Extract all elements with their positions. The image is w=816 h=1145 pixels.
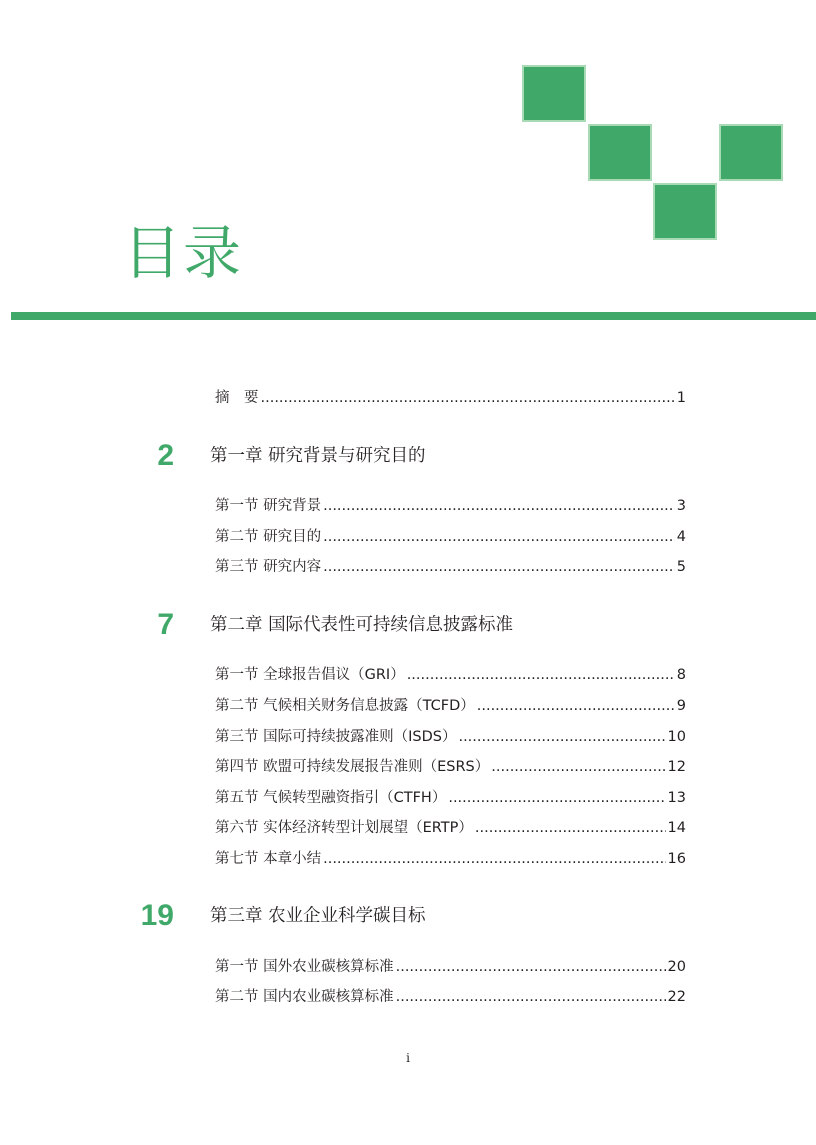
toc-entry-summary[interactable] (215, 388, 686, 408)
toc-entry-label: 第一节 全球报告倡议（GRI） (215, 667, 405, 683)
toc-entry-label: 第二节 国内农业碳核算标准 (215, 989, 394, 1005)
dot-leader (323, 557, 675, 577)
chapter-title: 第三章 农业企业科学碳目标 (210, 906, 426, 926)
toc-entry-label: 第五节 气候转型融资指引（CTFH） (215, 790, 447, 806)
title-divider (11, 312, 816, 320)
chapter-page-number: 2 (157, 439, 174, 472)
chapter-title: 第二章 国际代表性可持续信息披露标准 (210, 615, 514, 635)
toc-entry[interactable] (215, 527, 686, 547)
toc-entry[interactable] (215, 696, 686, 716)
toc-entry-page: 5 (676, 559, 686, 575)
toc-entry-label: 第二节 研究目的 (215, 529, 322, 545)
toc-entry[interactable] (215, 818, 686, 838)
toc-entry-label: 第七节 本章小结 (215, 851, 322, 867)
dot-leader (458, 727, 665, 747)
toc-entry[interactable] (215, 788, 686, 808)
toc-entry-page: 9 (676, 698, 686, 714)
toc-entry[interactable] (215, 665, 686, 685)
toc-entry-page: 8 (676, 667, 686, 683)
toc-entry-label: 第三节 研究内容 (215, 559, 322, 575)
toc-entry-page: 20 (667, 959, 686, 975)
dot-leader (407, 665, 675, 685)
dot-leader (477, 696, 675, 716)
dot-leader (448, 788, 665, 808)
toc-entry-label: 第一节 研究背景 (215, 498, 322, 514)
toc-entry[interactable] (215, 557, 686, 577)
dot-leader (396, 987, 666, 1007)
decor-square (653, 183, 717, 240)
toc-entry[interactable] (215, 987, 686, 1007)
dot-leader (396, 957, 666, 977)
toc-entry-page: 4 (676, 529, 686, 545)
toc-entry-page: 14 (667, 820, 686, 836)
toc-entry-page: 3 (676, 498, 686, 514)
toc-entry-page: 22 (667, 989, 686, 1005)
toc-entry-page: 16 (667, 851, 686, 867)
decor-square (719, 124, 783, 181)
dot-leader (261, 388, 675, 408)
toc-entry-label: 第三节 国际可持续披露准则（ISDS） (215, 729, 457, 745)
dot-leader (323, 527, 675, 547)
decor-square (588, 124, 652, 181)
dot-leader (323, 496, 675, 516)
chapter-title: 第一章 研究背景与研究目的 (210, 446, 426, 466)
toc-entry-page: 1 (676, 390, 686, 406)
page-title: 目录 (123, 219, 244, 287)
chapter-heading[interactable] (0, 607, 816, 643)
toc-entry-label: 第一节 国外农业碳核算标准 (215, 959, 394, 975)
chapter-heading[interactable] (0, 438, 816, 474)
toc-entry-label: 摘 要 (215, 390, 259, 406)
toc-entry-page: 10 (667, 729, 686, 745)
toc-entry[interactable] (215, 727, 686, 747)
toc-entry-page: 12 (667, 759, 686, 775)
toc-entry-label: 第六节 实体经济转型计划展望（ERTP） (215, 820, 473, 836)
dot-leader (323, 849, 665, 869)
chapter-page-number: 7 (157, 608, 174, 641)
dot-leader (491, 757, 665, 777)
page-number: i (406, 1051, 410, 1065)
toc-entry-label: 第二节 气候相关财务信息披露（TCFD） (215, 698, 475, 714)
toc-entry[interactable] (215, 957, 686, 977)
toc-entry[interactable] (215, 496, 686, 516)
toc-entry[interactable] (215, 849, 686, 869)
toc-entry-page: 13 (667, 790, 686, 806)
toc-entry-label: 第四节 欧盟可持续发展报告准则（ESRS） (215, 759, 490, 775)
dot-leader (475, 818, 666, 838)
decor-square (522, 65, 586, 122)
toc-entry[interactable] (215, 757, 686, 777)
chapter-heading[interactable] (0, 898, 816, 934)
chapter-page-number: 19 (140, 899, 174, 932)
